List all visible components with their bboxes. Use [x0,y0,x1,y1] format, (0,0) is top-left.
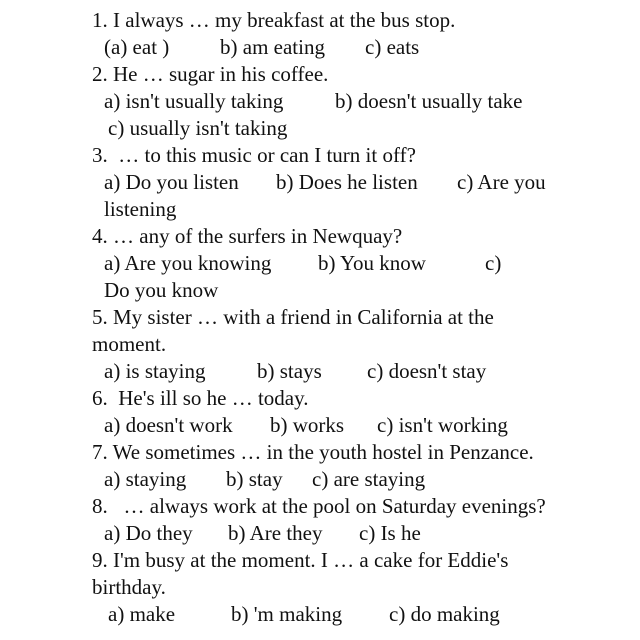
question-8-option-c: c) Is he [359,521,421,545]
question-3-prompt: 3. … to this music or can I turn it off? [92,143,416,167]
question-3-option-a: a) Do you listen [104,170,239,194]
question-5-prompt: 5. My sister … with a friend in California at the [92,305,494,329]
question-2-option-a: a) isn't usually taking [104,89,284,113]
question-5-option-a: a) is staying [104,359,206,383]
question-6-prompt: 6. He's ill so he … today. [92,386,309,410]
question-3-option-b: b) Does he listen [276,170,418,194]
question-9-prompt: 9. I'm busy at the moment. I … a cake for Eddie's [92,548,509,572]
question-1-option-b: b) am eating [220,35,325,59]
question-2-option-c: c) usually isn't taking [108,116,288,140]
question-4-option-c: c) [485,251,502,275]
question-2-prompt: 2. He … sugar in his coffee. [92,62,329,86]
question-3-option-c-continued: listening [104,197,177,221]
question-4-option-b: b) You know [318,251,426,275]
question-8-option-a: a) Do they [104,521,193,545]
question-6-option-c: c) isn't working [377,413,508,437]
question-5-option-c: c) doesn't stay [367,359,487,383]
question-4-option-a: a) Are you knowing [104,251,272,275]
question-1-prompt: 1. I always … my breakfast at the bus stop. [92,8,456,32]
question-8-prompt: 8. … always work at the pool on Saturday evenings? [92,494,546,518]
question-9-prompt-continued: birthday. [92,575,166,599]
question-5-option-b: b) stays [257,359,322,383]
question-9-option-b: b) 'm making [231,602,343,626]
question-8-option-b: b) Are they [228,521,323,545]
question-9-option-c: c) do making [389,602,500,626]
question-3-option-c: c) Are you [457,170,546,194]
question-6-option-b: b) works [270,413,345,437]
question-4-prompt: 4. … any of the surfers in Newquay? [92,224,403,248]
question-9-option-a: a) make [108,602,176,626]
question-2-option-b: b) doesn't usually take [335,89,523,113]
question-7-option-c: c) are staying [312,467,426,491]
question-1-option-a: (a) eat ) [104,35,170,59]
question-7-option-b: b) stay [226,467,283,491]
question-1-option-c: c) eats [365,35,420,59]
question-6-option-a: a) doesn't work [104,413,233,437]
question-7-prompt: 7. We sometimes … in the youth hostel in Penzance. [92,440,534,464]
question-7-option-a: a) staying [104,467,187,491]
question-4-option-c-continued: Do you know [104,278,219,302]
question-5-prompt-continued: moment. [92,332,167,356]
